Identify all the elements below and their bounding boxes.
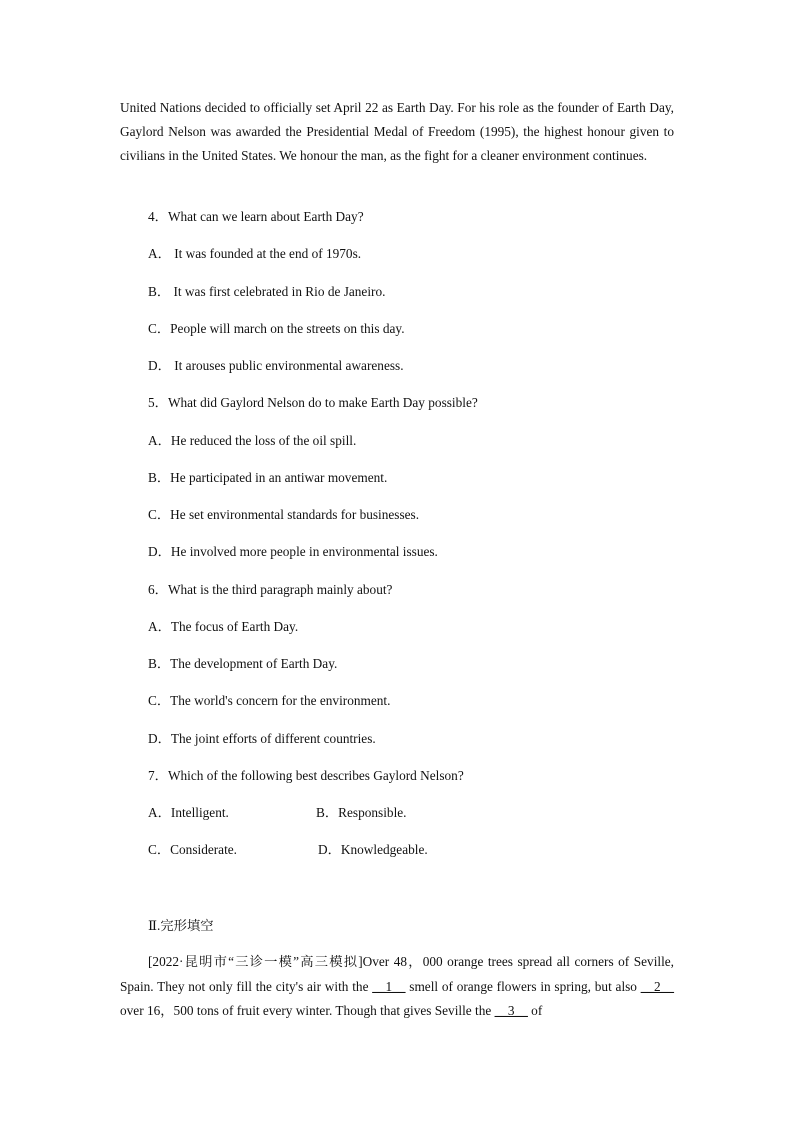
cloze-blank-1: __1__ [372, 978, 406, 994]
question-4-option-b: B． It was first celebrated in Rio de Janeiro. [148, 284, 386, 299]
question-7-option-c: C．Considerate. [148, 842, 238, 857]
question-6-option-a: A．The focus of Earth Day. [148, 619, 299, 634]
cloze-text-part2: smell of orange flowers in spring, but also [405, 978, 641, 994]
question-5-option-a: A．He reduced the loss of the oil spill. [148, 433, 357, 448]
question-6-option-d: D．The joint efforts of different countries. [148, 731, 376, 746]
passage-text: United Nations decided to officially set April 22 as Earth Day. For his role as the founder of Earth Day, Gaylord Nelson was awarded the Presidential Medal of Freedom (1995), the highest honour given to civilians in the United States. We honour the man, as the fight for a cleaner environment continues. [120, 100, 674, 163]
question-7-option-d: D．Knowledgeable. [318, 842, 428, 857]
cloze-text-part3: over 16，500 tons of fruit every winter. Though that gives Seville the [120, 1003, 495, 1018]
question-4-option-a: A． It was founded at the end of 1970s. [148, 246, 362, 261]
question-7-option-b: B．Responsible. [316, 805, 407, 820]
question-7-option-a: A．Intelligent. [148, 805, 229, 820]
cloze-paragraph [120, 950, 674, 1024]
passage-paragraph [120, 96, 674, 168]
cloze-blank-3: __3__ [494, 1003, 528, 1018]
cloze-text-part4: of [527, 1003, 543, 1018]
question-6-stem: 6．What is the third paragraph mainly about? [148, 582, 393, 597]
cloze-blank-2: __2__ [640, 978, 674, 994]
question-4-stem: 4．What can we learn about Earth Day? [148, 209, 364, 224]
question-5-option-d: D．He involved more people in environmental issues. [148, 544, 438, 559]
question-5-option-b: B．He participated in an antiwar movement. [148, 470, 388, 485]
question-4-option-c: C．People will march on the streets on this day. [148, 321, 405, 336]
question-7-stem: 7．Which of the following best describes Gaylord Nelson? [148, 768, 464, 783]
question-5-stem: 5．What did Gaylord Nelson do to make Earth Day possible? [148, 395, 478, 410]
cloze-source: [2022·昆明市“三诊一模”高三模拟] [148, 954, 363, 969]
question-5-option-c: C．He set environmental standards for businesses. [148, 507, 420, 522]
cloze-text-part1: Over 48，000 orange trees spread all corners of Seville, Spain. They not only fill the city's air with the [120, 954, 675, 994]
question-6-option-c: C．The world's concern for the environment. [148, 693, 391, 708]
section-heading: Ⅱ.完形填空 [148, 918, 214, 933]
question-4-option-d: D． It arouses public environmental awareness. [148, 358, 404, 373]
question-6-option-b: B．The development of Earth Day. [148, 656, 338, 671]
